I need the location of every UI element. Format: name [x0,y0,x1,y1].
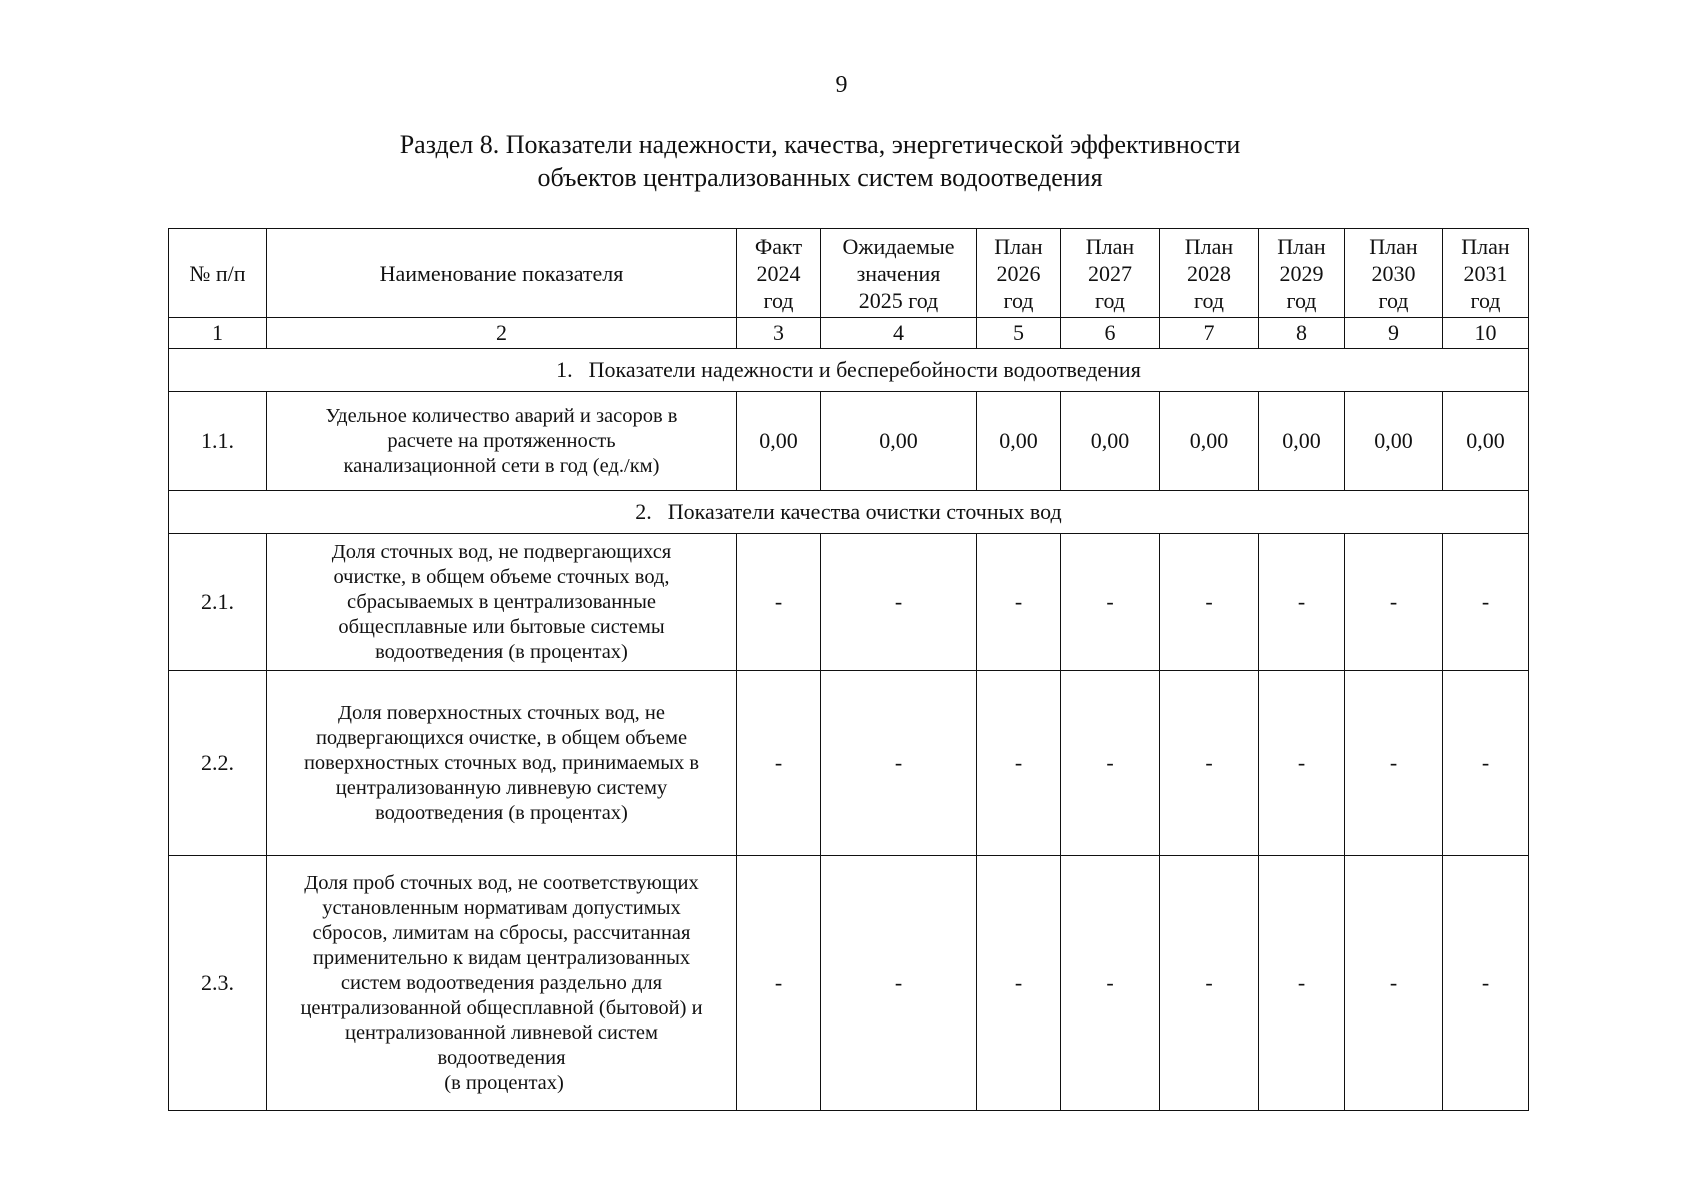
table-header-row [169,229,1529,318]
header-cell: План 2026 год [977,229,1061,318]
column-number-cell: 5 [977,318,1061,349]
header-cell: № п/п [169,229,267,318]
page-title [160,128,1480,194]
value-cell: 0,00 [821,392,977,491]
column-number-cell: 10 [1443,318,1529,349]
column-number-cell: 2 [267,318,737,349]
value-cell: - [1345,534,1443,671]
value-cell: 0,00 [977,392,1061,491]
header-cell: План 2031 год [1443,229,1529,318]
column-number-cell: 7 [1160,318,1259,349]
value-cell: - [1443,856,1529,1111]
section-number: 1. [556,357,573,382]
column-number-cell: 1 [169,318,267,349]
column-number-cell: 3 [737,318,821,349]
header-cell: Ожидаемые значения 2025 год [821,229,977,318]
header-cell: План 2027 год [1061,229,1160,318]
column-number-cell: 4 [821,318,977,349]
column-number-cell: 8 [1259,318,1345,349]
value-cell: - [737,856,821,1111]
value-cell: - [977,856,1061,1111]
value-cell: - [977,534,1061,671]
row-index: 2.3. [169,856,267,1111]
header-cell: План 2030 год [1345,229,1443,318]
table-row [169,534,1529,671]
value-cell: - [821,534,977,671]
value-cell: 0,00 [1160,392,1259,491]
section-number: 2. [635,499,652,524]
value-cell: - [1160,534,1259,671]
value-cell: 0,00 [1345,392,1443,491]
indicators-table [168,228,1529,1111]
indicator-name: Удельное количество аварий и засоров в расчете на протяженность канализационной сети в год (ед./км) [267,392,737,491]
header-cell: Наименование показателя [267,229,737,318]
section-title-cell [169,491,1529,534]
value-cell: - [1061,671,1160,856]
value-cell: - [1259,534,1345,671]
section-row [169,491,1529,534]
value-cell: - [1443,534,1529,671]
value-cell: - [737,671,821,856]
column-number-cell: 9 [1345,318,1443,349]
section-title: Показатели надежности и бесперебойности водоотведения [588,357,1141,382]
value-cell: - [1160,671,1259,856]
row-index: 2.2. [169,671,267,856]
section-title-cell [169,349,1529,392]
value-cell: 0,00 [737,392,821,491]
value-cell: - [1061,856,1160,1111]
indicator-name: Доля сточных вод, не подвергающихся очистке, в общем объеме сточных вод, сбрасываемых в централизованные общесплавные или бытовые системы водоотведения (в процентах) [267,534,737,671]
value-cell: - [821,856,977,1111]
header-cell: План 2028 год [1160,229,1259,318]
row-index: 2.1. [169,534,267,671]
indicator-name: Доля проб сточных вод, не соответствующих установленным нормативам допустимых сбросов, лимитам на сбросы, рассчитанная применительно к видам централизованных систем водоотведения раздельно для централизованной общесплавной (бытовой) и централизованной ливневой систем водоотведения (в процентах) [267,856,737,1111]
column-number-row [169,318,1529,349]
table-row [169,671,1529,856]
value-cell: 0,00 [1443,392,1529,491]
value-cell: 0,00 [1259,392,1345,491]
column-number-cell: 6 [1061,318,1160,349]
header-cell: План 2029 год [1259,229,1345,318]
value-cell: - [1160,856,1259,1111]
title-line-2: объектов централизованных систем водоотведения [537,163,1103,192]
table-row [169,856,1529,1111]
value-cell: - [1061,534,1160,671]
row-index: 1.1. [169,392,267,491]
value-cell: - [1259,856,1345,1111]
indicator-name: Доля поверхностных сточных вод, не подвергающихся очистке, в общем объеме поверхностных сточных вод, принимаемых в централизованную ливневую систему водоотведения (в процентах) [267,671,737,856]
value-cell: - [821,671,977,856]
value-cell: - [977,671,1061,856]
value-cell: - [737,534,821,671]
value-cell: 0,00 [1061,392,1160,491]
value-cell: - [1259,671,1345,856]
value-cell: - [1345,856,1443,1111]
page-number: 9 [835,72,848,98]
table-row [169,392,1529,491]
section-row [169,349,1529,392]
title-line-1: Раздел 8. Показатели надежности, качества, энергетической эффективности [399,130,1241,159]
value-cell: - [1443,671,1529,856]
value-cell: - [1345,671,1443,856]
header-cell: Факт 2024 год [737,229,821,318]
section-title: Показатели качества очистки сточных вод [667,499,1062,524]
